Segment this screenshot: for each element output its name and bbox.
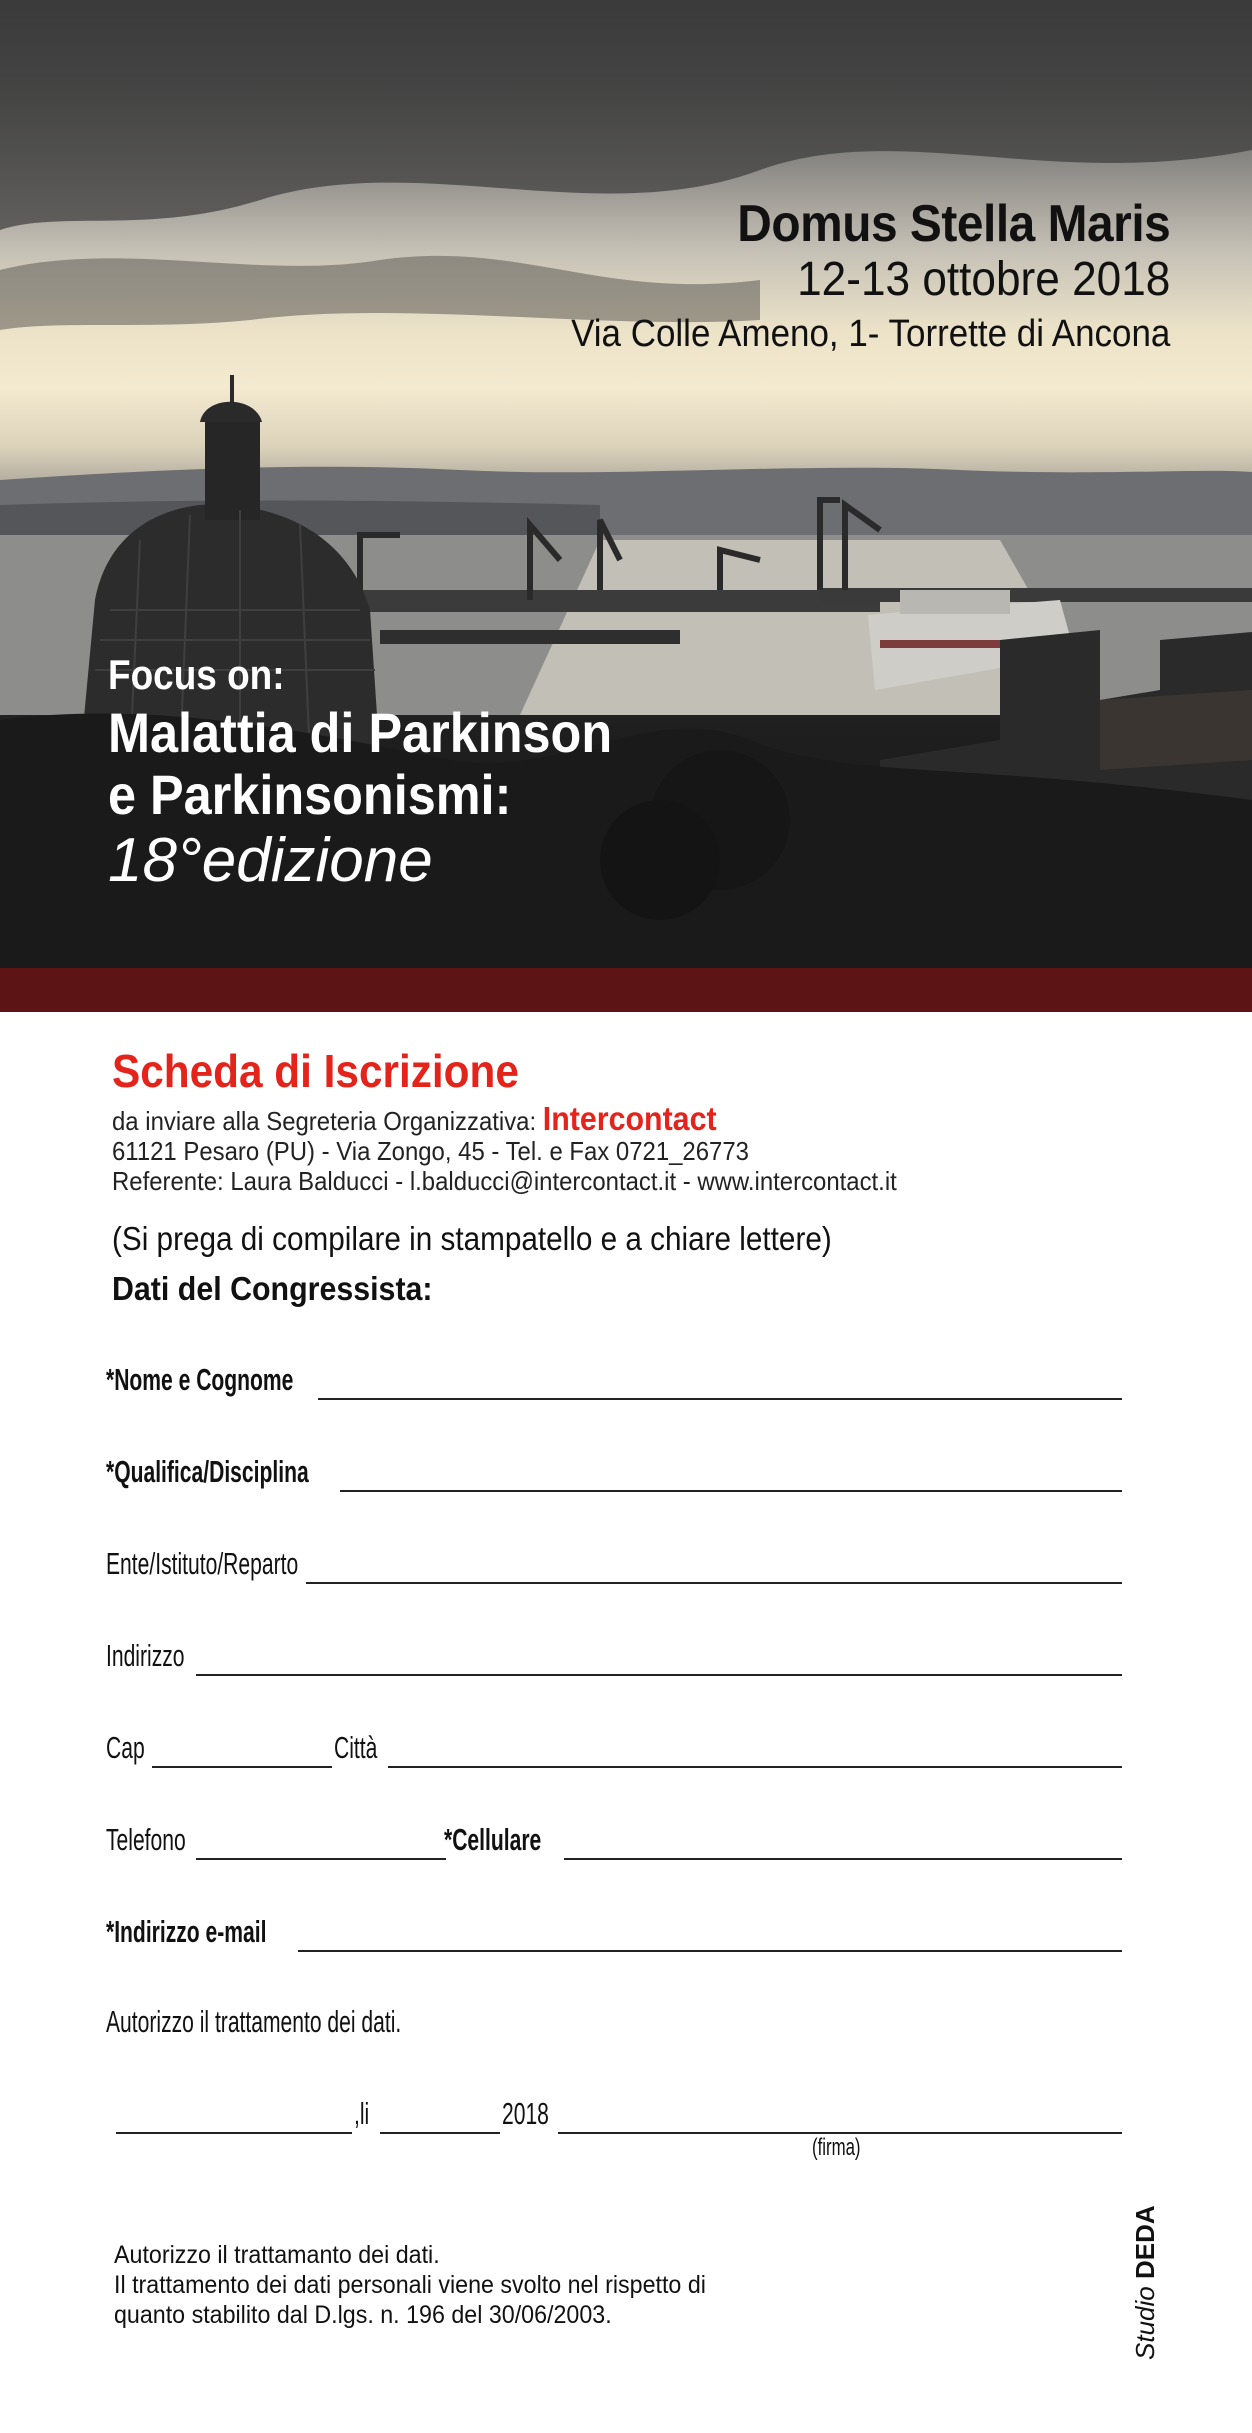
- address-field: [106, 1638, 1122, 1678]
- cap-label: Cap: [106, 1730, 145, 1765]
- studio-prefix: Studio: [1130, 2286, 1160, 2360]
- organizer-address: 61121 Pesaro (PU) - Via Zongo, 45 - Tel. e Fax 0721_26773: [112, 1136, 749, 1166]
- place-input-line[interactable]: [116, 2132, 352, 2134]
- phone-field: [106, 1822, 446, 1862]
- organizer-name: Intercontact: [542, 1100, 717, 1137]
- studio-credit: [1130, 2205, 1161, 2360]
- consent-row: [106, 2004, 706, 2044]
- email-input-line[interactable]: [298, 1950, 1122, 1952]
- institution-input-line[interactable]: [306, 1582, 1122, 1584]
- name-label: *Nome e Cognome: [106, 1362, 294, 1397]
- hero-photo: [0, 0, 1252, 968]
- contact-prefix: Referente: Laura Balducci -: [112, 1166, 404, 1196]
- privacy-line3: quanto stabilito dal D.lgs. n. 196 del 30/06/2003.: [114, 2301, 612, 2329]
- cap-input-line[interactable]: [152, 1766, 332, 1768]
- event-title-block: [108, 648, 668, 896]
- studio-name: DEDA: [1130, 2205, 1160, 2280]
- name-field: [106, 1362, 1122, 1402]
- year-label: 2018: [502, 2096, 549, 2131]
- focus-label: Focus on:: [108, 651, 285, 698]
- venue-address: Via Colle Ameno, 1- Torrette di Ancona: [570, 313, 1170, 355]
- mobile-input-line[interactable]: [564, 1858, 1122, 1860]
- phone-input-line[interactable]: [196, 1858, 446, 1860]
- qualification-label: *Qualifica/Disciplina: [106, 1454, 309, 1489]
- institution-field: [106, 1546, 1122, 1586]
- divider-band: [0, 968, 1252, 1012]
- qualification-input-line[interactable]: [340, 1490, 1122, 1492]
- city-label: Città: [334, 1730, 378, 1765]
- qualification-field: [106, 1454, 1122, 1494]
- place-separator: ,li: [354, 2096, 370, 2131]
- institution-label: Ente/Istituto/Reparto: [106, 1546, 299, 1581]
- address-label: Indirizzo: [106, 1638, 185, 1673]
- email-field: [106, 1914, 1122, 1954]
- city-input-line[interactable]: [388, 1766, 1122, 1768]
- contact-suffix: - www.intercontact.it: [682, 1166, 897, 1196]
- signature-row: [112, 2096, 1122, 2136]
- city-field: [334, 1730, 1122, 1770]
- event-title-line1: Malattia di Parkinson: [108, 701, 613, 764]
- phone-label: Telefono: [106, 1822, 186, 1857]
- mobile-field: [444, 1822, 1122, 1862]
- consent-label: Autorizzo il trattamento dei dati.: [106, 2004, 402, 2039]
- email-label: *Indirizzo e-mail: [106, 1914, 267, 1949]
- venue-block: [519, 196, 1170, 360]
- send-to-prefix: da inviare alla Segreteria Organizzativa:: [112, 1106, 537, 1136]
- contact-email[interactable]: l.balducci@intercontact.it: [409, 1166, 677, 1196]
- send-to-line: [112, 1100, 717, 1138]
- day-input-line[interactable]: [380, 2132, 500, 2134]
- event-title-line2: e Parkinsonismi:: [108, 763, 512, 826]
- mobile-label: *Cellulare: [444, 1822, 542, 1857]
- form-instructions: (Si prega di compilare in stampatello e a chiare lettere): [112, 1220, 832, 1257]
- address-input-line[interactable]: [196, 1674, 1122, 1676]
- signature-label: (firma): [812, 2134, 861, 2161]
- venue-name: Domus Stella Maris: [736, 195, 1170, 253]
- cap-field: [106, 1730, 336, 1770]
- contact-line: [112, 1166, 897, 1197]
- event-dates: 12-13 ottobre 2018: [796, 253, 1170, 306]
- form-title: Scheda di Iscrizione: [112, 1045, 519, 1097]
- privacy-line1: Autorizzo il trattamanto dei dati.: [114, 2241, 440, 2269]
- privacy-notice: [114, 2240, 706, 2330]
- name-input-line[interactable]: [318, 1398, 1122, 1400]
- event-edition: 18°edizione: [108, 826, 433, 895]
- section-title: Dati del Congressista:: [112, 1270, 433, 1307]
- privacy-line2: Il trattamento dei dati personali viene svolto nel rispetto di: [114, 2271, 706, 2299]
